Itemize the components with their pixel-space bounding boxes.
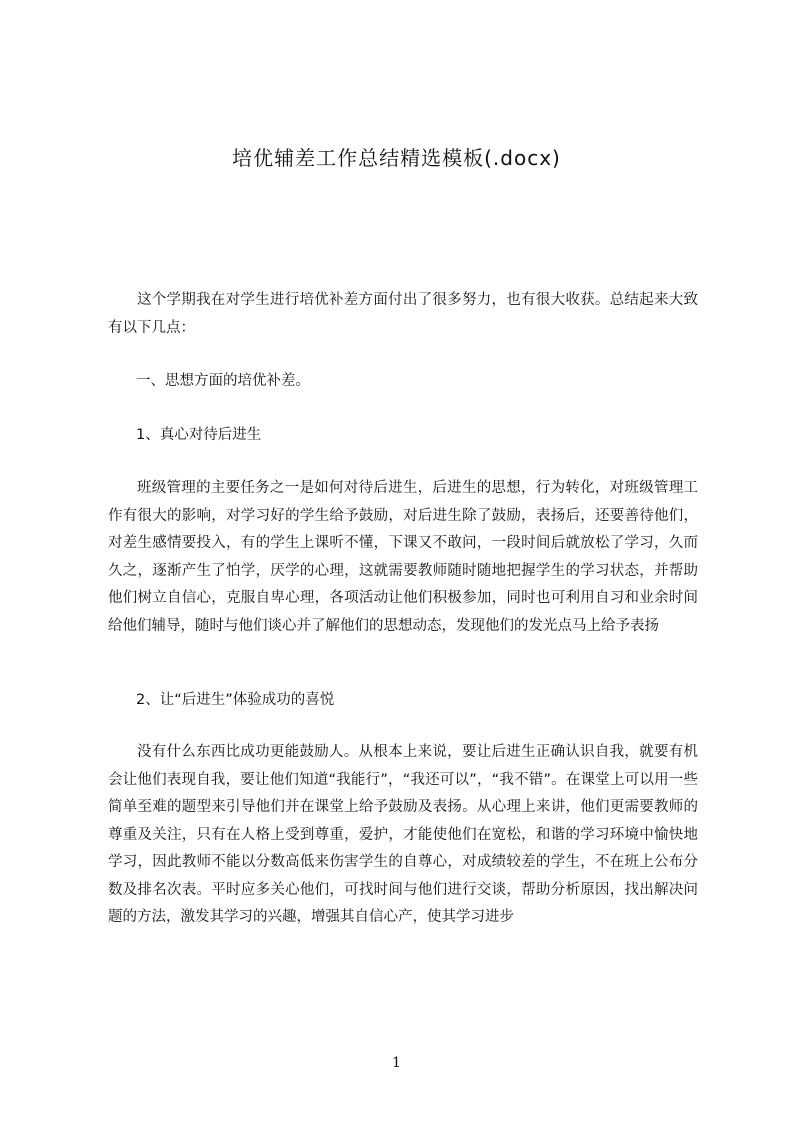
subsection-heading-1: 1、真心对待后进生 [136,427,262,443]
page-number: 1 [392,1055,401,1071]
section-heading: 一、思想方面的培优补差。 [136,373,310,389]
intro-paragraph: 这个学期我在对学生进行培优补差方面付出了很多努力，也有很大收获。总结起来大致有以下几点： [108,292,698,336]
subsection-heading-2: 2、让“后进生”体验成功的喜悦 [136,692,335,708]
body-paragraph-2: 没有什么东西比成功更能鼓励人。从根本上来说，要让后进生正确认识自我，就要有机会让他们表现自我，要让他们知道“我能行”，“我还可以”，“我不错”。在课堂上可以用一些简单至难的题型来引导他们并在课堂上给予鼓励及表扬。从心理上来讲，他们更需要教师的尊重及关注，只有在人格上受到尊重，爱护，才能使他们在宽松，和谐的学习环境中愉快地学习，因此教师不能以分数高低来伤害学生的自尊心，对成绩较差的学生，不在班上公布分数及排名次表。平时应多关心他们，可找时间与他们进行交谈，帮助分析原因，找出解决问题的方法，激发其学习的兴趣，增强其自信心产，使其学习进步 [108,744,698,925]
document-title: 培优辅差工作总结精选模板(.docx) [232,146,561,170]
body-paragraph-1: 班级管理的主要任务之一是如何对待后进生，后进生的思想，行为转化，对班级管理工作有很大的影响，对学习好的学生给予鼓励，对后进生除了鼓励，表扬后，还要善待他们，对差生感情要投入，有的学生上课听不懂，下课又不敢问，一段时间后就放松了学习，久而久之，逐渐产生了怕学，厌学的心理，这就需要教师随时随地把握学生的学习状态，并帮助他们树立自信心，克服自卑心理，各项活动让他们积极参加，同时也可利用自习和业余时间给他们辅导，随时与他们谈心并了解他们的思想动态，发现他们的发光点马上给予表扬 [108,480,698,634]
